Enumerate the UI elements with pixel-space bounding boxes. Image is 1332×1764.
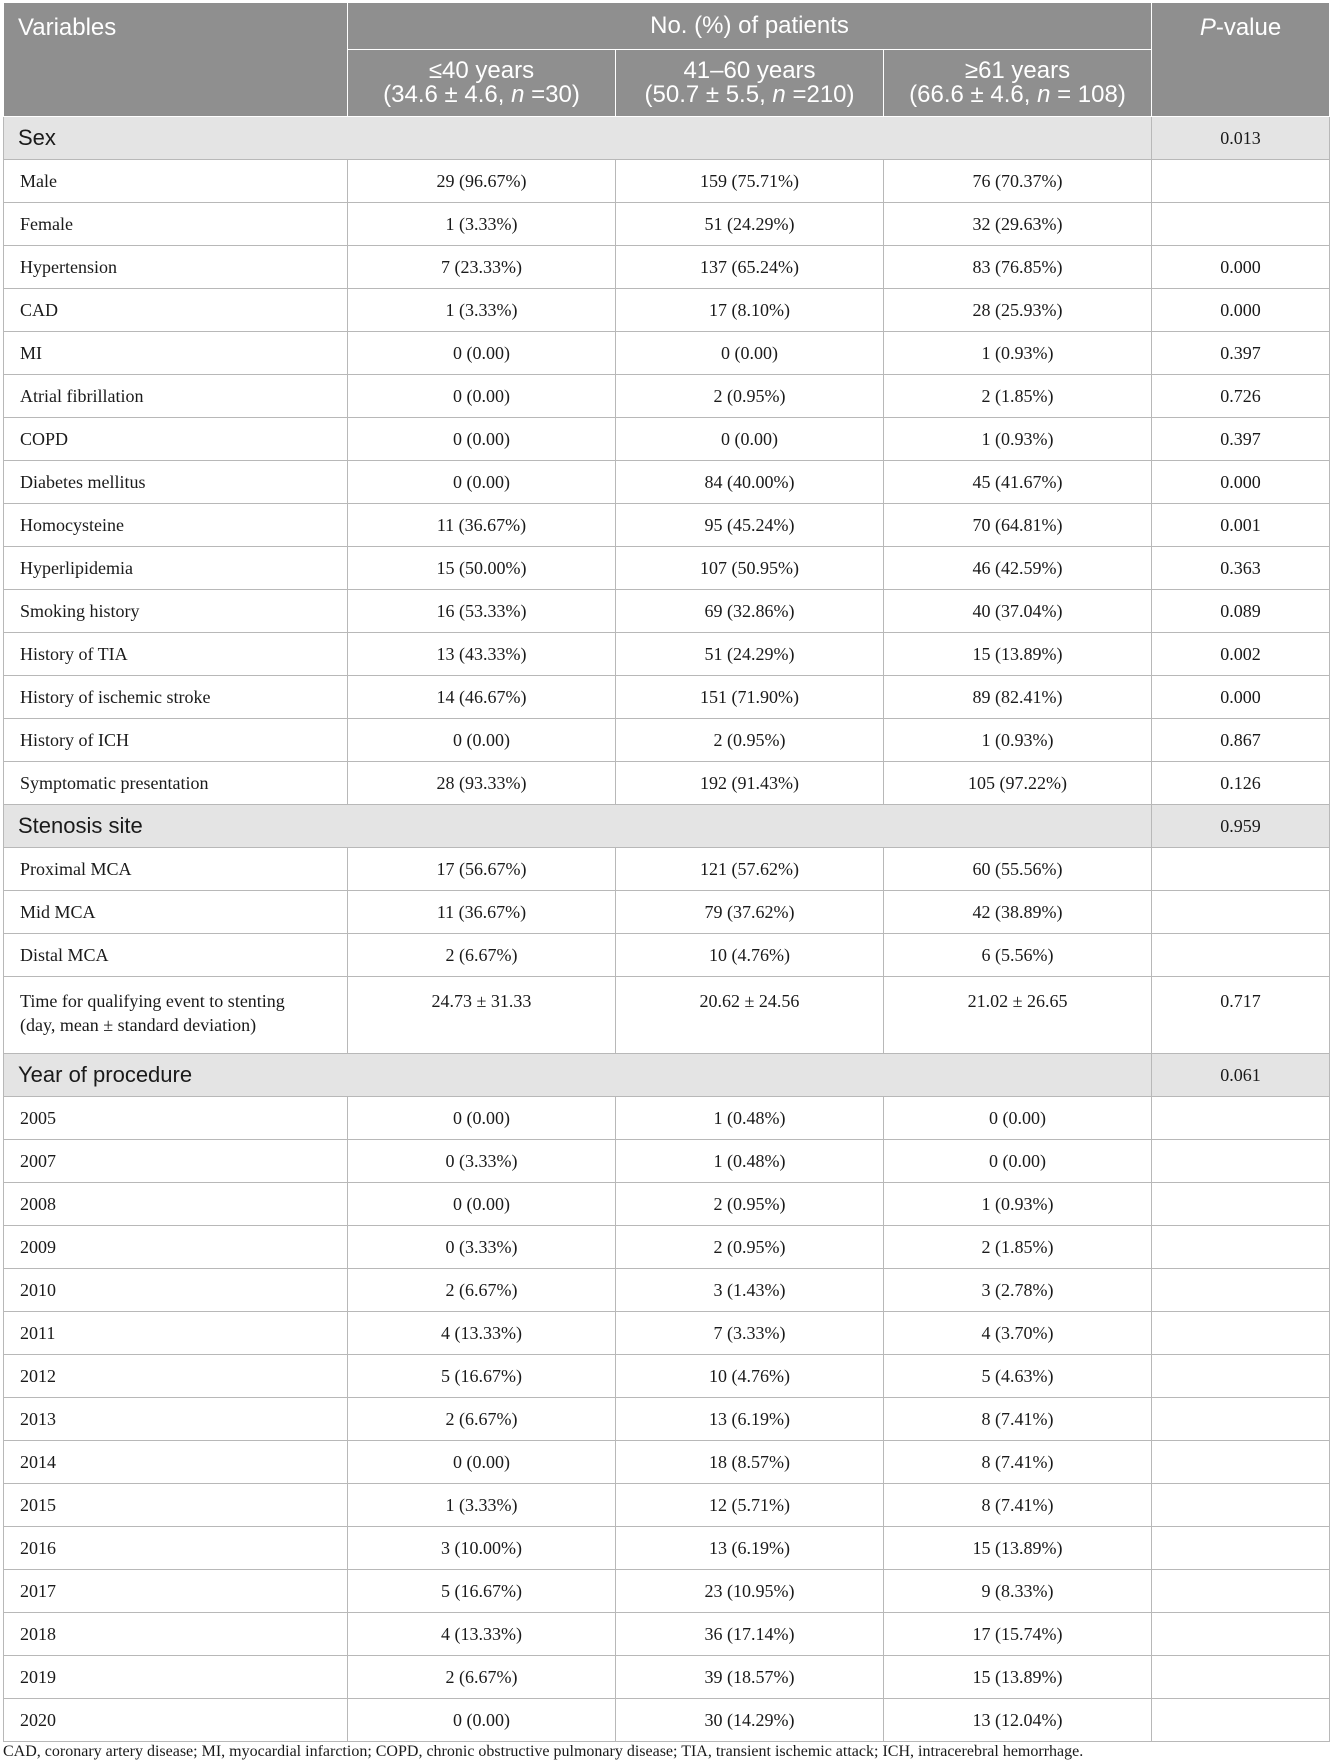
cell-value: 2 (6.67%) [348,1656,616,1699]
cell-value: 7 (3.33%) [616,1312,884,1355]
table-row [4,1269,1330,1312]
row-label [4,1398,348,1441]
section-p-value: 0.061 [1152,1054,1330,1097]
table-row [4,762,1330,805]
cell-p-value [1152,1613,1330,1656]
cell-value: 15 (13.89%) [884,633,1152,676]
row-label [4,1613,348,1656]
cell-value: 0 (0.00) [348,332,616,375]
cell-value: 15 (13.89%) [884,1527,1152,1570]
row-label-text: 2005 [20,1107,56,1128]
cell-value: 70 (64.81%) [884,504,1152,547]
cell-value: 60 (55.56%) [884,848,1152,891]
header-variables: Variables [4,3,348,117]
row-label [4,1312,348,1355]
cell-value: 0 (0.00) [348,1097,616,1140]
table-row [4,848,1330,891]
row-label [4,203,348,246]
cell-value: 28 (93.33%) [348,762,616,805]
cell-value: 0 (0.00) [616,418,884,461]
cell-value: 1 (0.93%) [884,719,1152,762]
cell-p-value [1152,1355,1330,1398]
section-title: Sex [4,117,1152,160]
cell-p-value [1152,1484,1330,1527]
table-row [4,1570,1330,1613]
cell-value: 4 (13.33%) [348,1613,616,1656]
cell-value: 8 (7.41%) [884,1441,1152,1484]
cell-p-value [1152,1699,1330,1742]
cell-value: 89 (82.41%) [884,676,1152,719]
row-label-text: Hypertension [20,256,117,277]
cell-value: 13 (12.04%) [884,1699,1152,1742]
cell-p-value [1152,1527,1330,1570]
cell-p-value: 0.002 [1152,633,1330,676]
table-row [4,633,1330,676]
row-label [4,375,348,418]
row-label [4,633,348,676]
row-label [4,1656,348,1699]
table-row [4,461,1330,504]
cell-value: 2 (6.67%) [348,1269,616,1312]
table-row [4,1355,1330,1398]
age-group-stats: (66.6 ± 4.6, n = 108) [909,81,1126,108]
cell-value: 2 (6.67%) [348,934,616,977]
cell-p-value [1152,1312,1330,1355]
row-label [4,1097,348,1140]
cell-value: 21.02 ± 26.65 [884,977,1152,1054]
row-label [4,590,348,633]
cell-value: 5 (16.67%) [348,1570,616,1613]
row-label-text: Male [20,170,57,191]
header-age-group-1 [348,50,616,117]
cell-value: 69 (32.86%) [616,590,884,633]
cell-value: 10 (4.76%) [616,1355,884,1398]
row-label [4,1699,348,1742]
section-row [4,805,1330,848]
table-row [4,1527,1330,1570]
age-group-label: ≤40 years [428,57,535,84]
age-group-label: 41–60 years [683,57,816,84]
cell-p-value [1152,891,1330,934]
cell-p-value: 0.397 [1152,418,1330,461]
table-row [4,1226,1330,1269]
row-label-text: Atrial fibrillation [20,385,144,406]
row-label [4,676,348,719]
cell-p-value [1152,1441,1330,1484]
row-label-text: COPD [20,428,69,449]
row-label [4,289,348,332]
cell-value: 0 (0.00) [348,1699,616,1742]
cell-p-value: 0.000 [1152,461,1330,504]
cell-value: 20.62 ± 24.56 [616,977,884,1054]
cell-value: 32 (29.63%) [884,203,1152,246]
row-label-text: 2014 [20,1451,56,1472]
row-label-text: Female [20,213,73,234]
row-label-text: 2010 [20,1279,56,1300]
row-label-text: 2013 [20,1408,56,1429]
cell-value: 13 (6.19%) [616,1398,884,1441]
row-label-text: Distal MCA [20,944,109,965]
cell-value: 0 (3.33%) [348,1140,616,1183]
cell-value: 4 (13.33%) [348,1312,616,1355]
table-row [4,1398,1330,1441]
table-container [3,2,1329,1742]
row-label [4,1140,348,1183]
cell-p-value: 0.363 [1152,547,1330,590]
row-label-text: CAD [20,299,59,320]
row-label-text: 2009 [20,1236,56,1257]
table-row [4,1140,1330,1183]
row-label [4,504,348,547]
cell-value: 1 (3.33%) [348,289,616,332]
header-group-label: No. (%) of patients [348,3,1152,50]
cell-value: 8 (7.41%) [884,1398,1152,1441]
cell-p-value [1152,203,1330,246]
row-label-text: 2019 [20,1666,56,1687]
row-label-text: 2012 [20,1365,56,1386]
table-row [4,1656,1330,1699]
cell-p-value: 0.000 [1152,246,1330,289]
cell-p-value [1152,1570,1330,1613]
cell-value: 11 (36.67%) [348,504,616,547]
cell-value: 15 (50.00%) [348,547,616,590]
table-row [4,332,1330,375]
cell-p-value [1152,1398,1330,1441]
cell-value: 2 (0.95%) [616,375,884,418]
row-label-text: 2008 [20,1193,56,1214]
cell-value: 1 (0.93%) [884,418,1152,461]
cell-p-value: 0.867 [1152,719,1330,762]
cell-value: 0 (0.00) [348,461,616,504]
row-label-text: 2017 [20,1580,56,1601]
row-label-text: History of ischemic stroke [20,686,211,707]
table-header [4,3,1330,117]
cell-value: 46 (42.59%) [884,547,1152,590]
cell-value: 0 (0.00) [884,1097,1152,1140]
header-p-italic: P [1199,14,1216,41]
table-row [4,246,1330,289]
row-label [4,1527,348,1570]
row-label-text: 2015 [20,1494,56,1515]
section-p-value: 0.959 [1152,805,1330,848]
cell-value: 1 (0.93%) [884,332,1152,375]
row-label [4,1484,348,1527]
age-group-label: ≥61 years [964,57,1071,84]
cell-p-value: 0.126 [1152,762,1330,805]
cell-p-value: 0.001 [1152,504,1330,547]
table-row [4,1441,1330,1484]
cell-value: 1 (3.33%) [348,1484,616,1527]
cell-value: 4 (3.70%) [884,1312,1152,1355]
table-row [4,891,1330,934]
table-row [4,1097,1330,1140]
cell-value: 1 (0.93%) [884,1183,1152,1226]
row-label-text: Proximal MCA [20,858,132,879]
cell-value: 42 (38.89%) [884,891,1152,934]
header-age-group-3 [884,50,1152,117]
row-label-text: History of ICH [20,729,129,750]
cell-value: 3 (2.78%) [884,1269,1152,1312]
row-label-text: 2011 [20,1322,56,1343]
cell-value: 84 (40.00%) [616,461,884,504]
section-title: Year of procedure [4,1054,1152,1097]
cell-p-value: 0.089 [1152,590,1330,633]
row-label-text: 2018 [20,1623,56,1644]
cell-value: 6 (5.56%) [884,934,1152,977]
cell-value: 13 (43.33%) [348,633,616,676]
cell-value: 5 (4.63%) [884,1355,1152,1398]
cell-value: 23 (10.95%) [616,1570,884,1613]
cell-value: 79 (37.62%) [616,891,884,934]
patient-characteristics-table [3,2,1330,1742]
table-row [4,934,1330,977]
row-label [4,762,348,805]
cell-value: 107 (50.95%) [616,547,884,590]
row-label [4,160,348,203]
row-label [4,547,348,590]
row-label [4,418,348,461]
header-age-group-2 [616,50,884,117]
table-row [4,676,1330,719]
table-row [4,418,1330,461]
row-label-text: Mid MCA [20,901,96,922]
cell-value: 83 (76.85%) [884,246,1152,289]
cell-value: 1 (3.33%) [348,203,616,246]
row-label-text: Smoking history [20,600,140,621]
cell-value: 105 (97.22%) [884,762,1152,805]
cell-p-value [1152,1183,1330,1226]
row-label [4,891,348,934]
table-row [4,590,1330,633]
row-label-text: MI [20,342,42,363]
cell-value: 76 (70.37%) [884,160,1152,203]
cell-value: 0 (3.33%) [348,1226,616,1269]
row-label [4,246,348,289]
cell-value: 24.73 ± 31.33 [348,977,616,1054]
row-label-text: 2007 [20,1150,56,1171]
cell-value: 159 (75.71%) [616,160,884,203]
row-label-text: Diabetes mellitus [20,471,146,492]
row-label-text: History of TIA [20,643,128,664]
cell-value: 1 (0.48%) [616,1097,884,1140]
table-row [4,375,1330,418]
row-label [4,848,348,891]
cell-value: 0 (0.00) [884,1140,1152,1183]
cell-value: 29 (96.67%) [348,160,616,203]
header-p-suffix: -value [1215,14,1282,41]
cell-value: 39 (18.57%) [616,1656,884,1699]
cell-value: 51 (24.29%) [616,633,884,676]
table-row [4,203,1330,246]
cell-p-value [1152,160,1330,203]
cell-value: 7 (23.33%) [348,246,616,289]
table-row [4,1484,1330,1527]
cell-value: 2 (1.85%) [884,375,1152,418]
row-label [4,934,348,977]
cell-p-value [1152,1140,1330,1183]
row-label [4,1269,348,1312]
table-row [4,1183,1330,1226]
cell-p-value: 0.717 [1152,977,1330,1054]
row-label [4,1183,348,1226]
table-row [4,160,1330,203]
age-group-stats: (50.7 ± 5.5, n =210) [644,81,855,108]
cell-value: 18 (8.57%) [616,1441,884,1484]
cell-value: 36 (17.14%) [616,1613,884,1656]
cell-value: 0 (0.00) [348,1183,616,1226]
row-label-text-2: (day, mean ± standard deviation) [20,1015,257,1035]
cell-value: 2 (1.85%) [884,1226,1152,1269]
row-label-text: 2016 [20,1537,56,1558]
cell-value: 9 (8.33%) [884,1570,1152,1613]
section-row [4,117,1330,160]
cell-p-value [1152,1097,1330,1140]
cell-p-value: 0.726 [1152,375,1330,418]
cell-p-value [1152,1269,1330,1312]
cell-value: 17 (15.74%) [884,1613,1152,1656]
cell-value: 30 (14.29%) [616,1699,884,1742]
table-row [4,1699,1330,1742]
cell-value: 45 (41.67%) [884,461,1152,504]
row-label [4,1355,348,1398]
cell-value: 10 (4.76%) [616,934,884,977]
table-row [4,547,1330,590]
cell-value: 192 (91.43%) [616,762,884,805]
row-label-text: Time for qualifying event to stenting [20,991,285,1011]
table-row [4,504,1330,547]
row-label-text: Homocysteine [20,514,124,535]
cell-p-value [1152,1226,1330,1269]
cell-value: 8 (7.41%) [884,1484,1152,1527]
cell-value: 2 (0.95%) [616,1183,884,1226]
cell-value: 3 (10.00%) [348,1527,616,1570]
table-footnote: CAD, coronary artery disease; MI, myocardial infarction; COPD, chronic obstructive pulmonary disease; TIA, transient ischemic attack; ICH, intracerebral hemorrhage. [3,1743,1084,1760]
table-row [4,1312,1330,1355]
cell-value: 2 (0.95%) [616,719,884,762]
age-group-stats: (34.6 ± 4.6, n =30) [383,81,580,108]
cell-value: 17 (8.10%) [616,289,884,332]
cell-value: 15 (13.89%) [884,1656,1152,1699]
cell-value: 17 (56.67%) [348,848,616,891]
cell-value: 2 (0.95%) [616,1226,884,1269]
row-label-text: Hyperlipidemia [20,557,133,578]
cell-value: 14 (46.67%) [348,676,616,719]
cell-value: 5 (16.67%) [348,1355,616,1398]
cell-value: 0 (0.00) [348,719,616,762]
row-label [4,1226,348,1269]
row-label [4,719,348,762]
cell-value: 3 (1.43%) [616,1269,884,1312]
cell-value: 151 (71.90%) [616,676,884,719]
table-row [4,1613,1330,1656]
cell-value: 137 (65.24%) [616,246,884,289]
cell-value: 95 (45.24%) [616,504,884,547]
table-row [4,977,1330,1054]
table-body [4,117,1330,1742]
row-label [4,977,348,1054]
cell-value: 28 (25.93%) [884,289,1152,332]
cell-value: 0 (0.00) [616,332,884,375]
section-row [4,1054,1330,1097]
cell-value: 121 (57.62%) [616,848,884,891]
cell-p-value [1152,934,1330,977]
cell-value: 13 (6.19%) [616,1527,884,1570]
row-label [4,332,348,375]
table-row [4,719,1330,762]
row-label [4,1570,348,1613]
header-p-value [1152,3,1330,117]
cell-value: 11 (36.67%) [348,891,616,934]
cell-value: 0 (0.00) [348,418,616,461]
cell-p-value [1152,848,1330,891]
section-title: Stenosis site [4,805,1152,848]
section-p-value: 0.013 [1152,117,1330,160]
cell-value: 0 (0.00) [348,375,616,418]
cell-p-value [1152,1656,1330,1699]
cell-p-value: 0.000 [1152,289,1330,332]
cell-value: 12 (5.71%) [616,1484,884,1527]
cell-value: 0 (0.00) [348,1441,616,1484]
cell-p-value: 0.000 [1152,676,1330,719]
row-label-text: 2020 [20,1709,56,1730]
cell-value: 16 (53.33%) [348,590,616,633]
table-row [4,289,1330,332]
row-label [4,1441,348,1484]
cell-value: 2 (6.67%) [348,1398,616,1441]
row-label [4,461,348,504]
cell-value: 1 (0.48%) [616,1140,884,1183]
row-label-text: Symptomatic presentation [20,772,209,793]
cell-p-value: 0.397 [1152,332,1330,375]
cell-value: 40 (37.04%) [884,590,1152,633]
cell-value: 51 (24.29%) [616,203,884,246]
